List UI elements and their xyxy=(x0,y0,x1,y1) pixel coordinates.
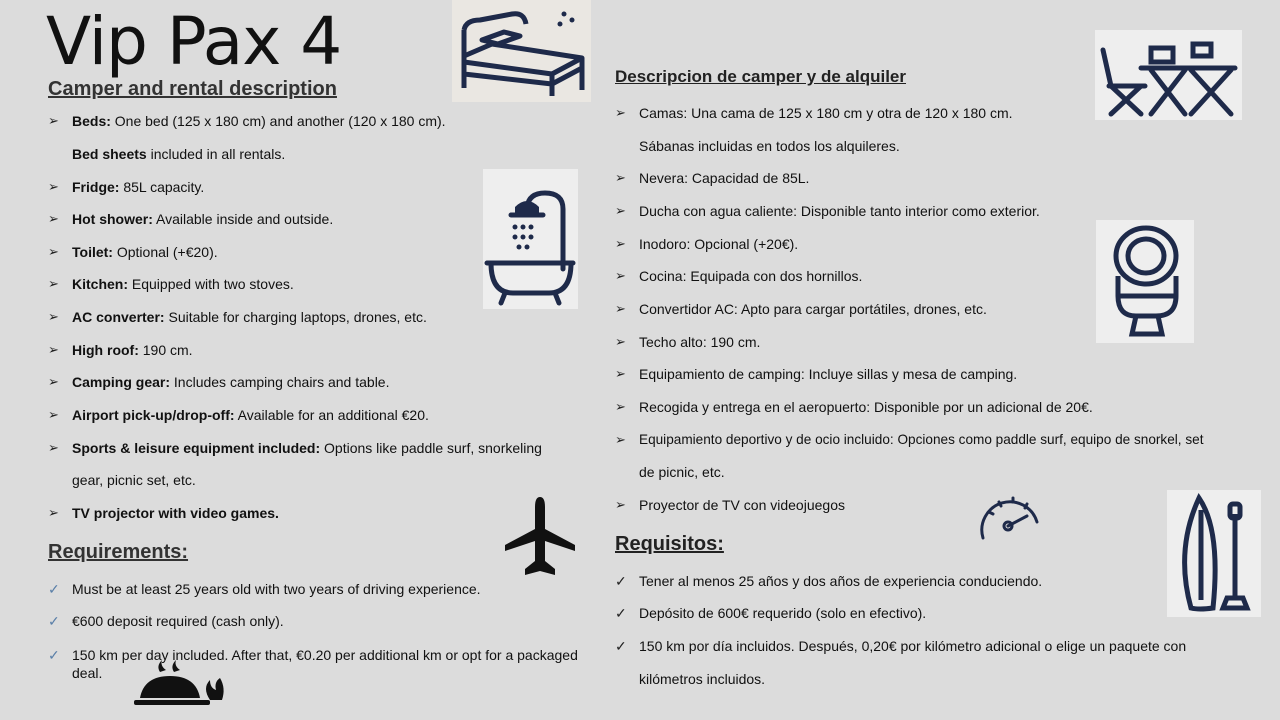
list-item: ➢ Inodoro: Opcional (+20€). xyxy=(615,236,799,252)
list-item: ➢ Airport pick-up/drop-off: Available for an additional €20. xyxy=(48,407,429,423)
list-item: ✓ 150 km por día incluidos. Después, 0,20€ por kilómetro adicional o elige un paquete con xyxy=(615,638,1187,654)
list-item: ➢ Sports & leisure equipment included: Options like paddle surf, snorkeling xyxy=(48,440,542,456)
list-item: ✓ Depósito de 600€ requerido (solo en efectivo). xyxy=(615,605,927,621)
list-item: ➢ Kitchen: Equipped with two stoves. xyxy=(48,276,294,292)
list-item: ➢ Ducha con agua caliente: Disponible tanto interior como exterior. xyxy=(615,203,1040,219)
list-item: ➢ Camas: Una cama de 125 x 180 cm y otra de 120 x 180 cm. xyxy=(615,105,1013,121)
list-item: ➢ AC converter: Suitable for charging laptops, drones, etc. xyxy=(48,309,427,325)
requirements-heading: Requirements: xyxy=(48,541,189,563)
spanish-heading: Descripcion de camper y de alquiler xyxy=(615,67,907,86)
list-item: ➢ Techo alto: 190 cm. xyxy=(615,334,761,350)
list-item: ✓ €600 deposit required (cash only). xyxy=(48,613,284,629)
list-item: ➢ Equipamiento de camping: Incluye sillas y mesa de camping. xyxy=(615,366,1018,382)
list-item: de picnic, etc. xyxy=(639,464,725,480)
english-heading: Camper and rental description xyxy=(48,78,337,100)
shower-bathtub-icon xyxy=(483,169,578,309)
list-item: ➢ Cocina: Equipada con dos hornillos. xyxy=(615,268,863,284)
list-item: gear, picnic set, etc. xyxy=(72,472,196,488)
list-item: kilómetros incluidos. xyxy=(639,671,766,687)
bbq-grill-icon xyxy=(130,658,230,714)
list-item: Bed sheets included in all rentals. xyxy=(72,146,286,162)
list-item: ➢ Convertidor AC: Apto para cargar portátiles, drones, etc. xyxy=(615,301,987,317)
list-item: ✓ Tener al menos 25 años y dos años de experiencia conduciendo. xyxy=(615,573,1043,589)
toilet-icon xyxy=(1096,220,1194,343)
list-item: ✓ Must be at least 25 years old with two years of driving experience. xyxy=(48,581,481,597)
list-item: ➢ TV projector with video games. xyxy=(48,505,279,521)
list-item: Sábanas incluidas en todos los alquileres. xyxy=(639,138,900,154)
list-item: ✓ 150 km per day included. After that, €0.20 per additional km or opt for a packaged xyxy=(48,647,578,663)
list-item: deal. xyxy=(72,665,103,681)
list-item: ➢ Camping gear: Includes camping chairs and table. xyxy=(48,374,390,390)
list-item: ➢ Proyector de TV con videojuegos xyxy=(615,497,845,513)
list-item: ➢ Hot shower: Available inside and outside. xyxy=(48,211,334,227)
requisitos-heading: Requisitos: xyxy=(615,533,724,555)
page-title: Vip Pax 4 xyxy=(46,3,342,80)
list-item: ➢ Equipamiento deportivo y de ocio incluido: Opciones como paddle surf, equipo de snorkel, set xyxy=(615,432,1204,447)
list-item: ➢ Nevera: Capacidad de 85L. xyxy=(615,170,810,186)
airplane-icon xyxy=(505,497,575,577)
list-item: ➢ Toilet: Optional (+€20). xyxy=(48,244,218,260)
list-item: ➢ Recogida y entrega en el aeropuerto: Disponible por un adicional de 20€. xyxy=(615,399,1093,415)
paddle-surf-icon xyxy=(1167,490,1261,617)
list-item: ➢ Fridge: 85L capacity. xyxy=(48,179,205,195)
list-item: ➢ Beds: One bed (125 x 180 cm) and another (120 x 180 cm). xyxy=(48,113,446,129)
camping-table-icon xyxy=(1095,30,1242,120)
list-item: ➢ High roof: 190 cm. xyxy=(48,342,193,358)
bed-icon xyxy=(452,0,591,102)
speedometer-icon xyxy=(975,490,1041,542)
